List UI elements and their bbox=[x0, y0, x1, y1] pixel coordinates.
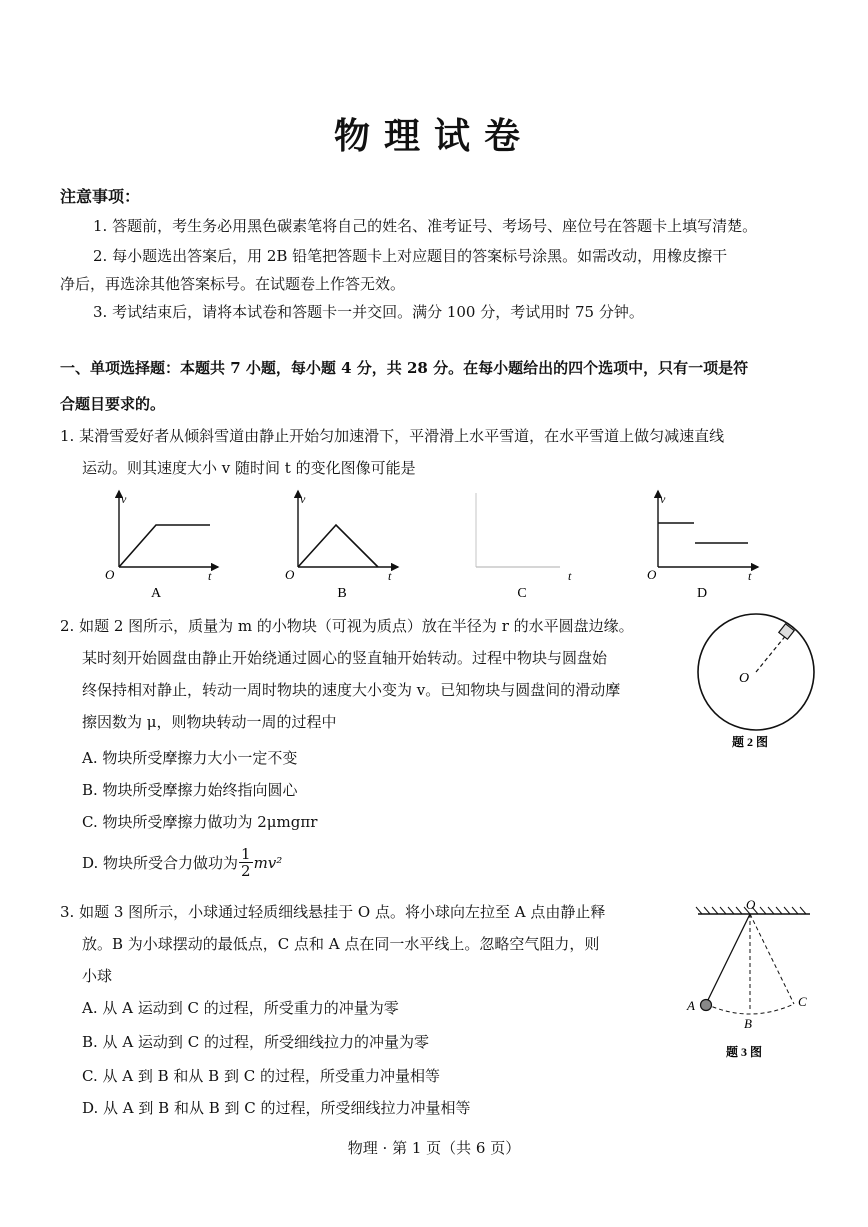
notice-item-3: 3. 考试结束后，请将本试卷和答题卡一并交回。满分 100 分，考试用时 75 分钟。 bbox=[93, 303, 644, 321]
origin-label: O bbox=[285, 567, 295, 582]
notice-item-1: 1. 答题前，考生务必用黑色碳素笔将自己的姓名、准考证号、考场号、座位号在答题卡上填写清楚。 bbox=[93, 217, 758, 235]
string-left bbox=[706, 914, 750, 1004]
q3-stem-line-1: 3. 如题 3 图所示，小球通过轻质细线悬挂于 O 点。将小球向左拉至 A 点由静止释 bbox=[60, 903, 606, 921]
q3-fig-caption: 题 3 图 bbox=[725, 1045, 763, 1059]
center-label: O bbox=[739, 671, 750, 686]
point-b-label: B bbox=[744, 1016, 752, 1031]
q3-stem-line-3: 小球 bbox=[82, 967, 113, 985]
axis-v-label: v bbox=[660, 492, 666, 506]
q2-stem-line-1: 2. 如题 2 图所示，质量为 m 的小物块（可视为质点）放在半径为 r 的水平圆盘边缘。 bbox=[60, 617, 634, 635]
q3-option-d: D. 从 A 到 B 和从 B 到 C 的过程，所受细线拉力冲量相等 bbox=[82, 1099, 471, 1117]
q2-fig-caption: 题 2 图 bbox=[731, 735, 769, 749]
section-1-heading-line-2: 合题目要求的。 bbox=[60, 395, 166, 413]
radius-line bbox=[756, 634, 787, 672]
q3-stem-line-2: 放。B 为小球摆动的最低点，C 点和 A 点在同一水平线上。忽略空气阻力，则 bbox=[82, 935, 600, 953]
q1-graph-label-b: B bbox=[337, 586, 347, 601]
q2-option-d bbox=[82, 846, 282, 879]
q2-option-d-expr: mv² bbox=[253, 853, 283, 872]
axis-v-label: v bbox=[121, 492, 127, 506]
axis-v-label: v bbox=[300, 492, 306, 506]
q2-option-c: C. 物块所受摩擦力做功为 2μmgπr bbox=[82, 813, 318, 831]
notice-item-2-line-2: 净后，再选涂其他答案标号。在试题卷上作答无效。 bbox=[60, 275, 406, 293]
fraction-half bbox=[239, 846, 253, 879]
notice-heading: 注意事项： bbox=[60, 187, 141, 206]
q3-option-c: C. 从 A 到 B 和从 B 到 C 的过程，所受重力冲量相等 bbox=[82, 1067, 440, 1085]
axis-t-label: t bbox=[208, 569, 212, 583]
q2-stem-line-2: 某时刻开始圆盘由静止开始绕通过圆心的竖直轴开始转动。过程中物块与圆盘始 bbox=[82, 649, 608, 667]
q2-stem-line-4: 擦因数为 μ，则物块转动一周的过程中 bbox=[82, 713, 337, 731]
section-1-heading-line-1: 一、单项选择题：本题共 7 小题，每小题 4 分，共 28 分。在每小题给出的四个选项中，只有一项是符 bbox=[60, 359, 749, 377]
q1-graph-b bbox=[285, 491, 398, 601]
axis-t-label: t bbox=[748, 569, 752, 583]
axis-t-label: t bbox=[568, 569, 572, 583]
q1-stem-line-2: 运动。则其速度大小 v 随时间 t 的变化图像可能是 bbox=[82, 459, 416, 477]
origin-label: O bbox=[105, 567, 115, 582]
q3-option-a: A. 从 A 运动到 C 的过程，所受重力的冲量为零 bbox=[82, 999, 399, 1017]
q3-figure bbox=[680, 896, 830, 1066]
q2-option-a: A. 物块所受摩擦力大小一定不变 bbox=[82, 749, 298, 767]
q1-graph-label-c: C bbox=[517, 586, 527, 601]
q1-stem-line-1: 1. 某滑雪爱好者从倾斜雪道由静止开始匀加速滑下，平滑滑上水平雪道，在水平雪道上做匀减速直线 bbox=[60, 427, 725, 445]
q1-graph-label-d: D bbox=[696, 586, 708, 601]
q2-figure bbox=[686, 608, 826, 758]
q1-graph-label-a: A bbox=[150, 586, 162, 601]
q3-option-b: B. 从 A 运动到 C 的过程，所受细线拉力的冲量为零 bbox=[82, 1033, 429, 1051]
fraction-denominator: 2 bbox=[241, 862, 251, 880]
notice-item-2-line-1: 2. 每小题选出答案后，用 2B 铅笔把答题卡上对应题目的答案标号涂黑。如需改动，用橡皮擦干 bbox=[93, 247, 728, 265]
axis-t-label: t bbox=[388, 569, 392, 583]
q1-graph-c bbox=[476, 493, 572, 601]
origin-label: O bbox=[647, 567, 657, 582]
point-c-label: C bbox=[798, 994, 807, 1009]
q2-option-d-text: D. 物块所受合力做功为 bbox=[82, 853, 239, 872]
point-a-label: A bbox=[687, 998, 695, 1013]
page-footer: 物理 · 第 1 页（共 6 页） bbox=[347, 1139, 521, 1157]
q1-graph-d bbox=[647, 491, 758, 601]
page-title: 物理试卷 bbox=[333, 115, 534, 157]
q1-graph-a bbox=[105, 491, 218, 601]
string-right bbox=[750, 914, 794, 1004]
q2-option-b: B. 物块所受摩擦力始终指向圆心 bbox=[82, 781, 298, 799]
q2-stem-line-3: 终保持相对静止，转动一周时物块的速度大小变为 v。已知物块与圆盘间的滑动摩 bbox=[82, 681, 621, 699]
fraction-numerator: 1 bbox=[241, 845, 251, 863]
pendulum-ball bbox=[701, 1000, 712, 1011]
q1-graphs bbox=[90, 485, 790, 605]
point-o-label: O bbox=[746, 897, 756, 912]
